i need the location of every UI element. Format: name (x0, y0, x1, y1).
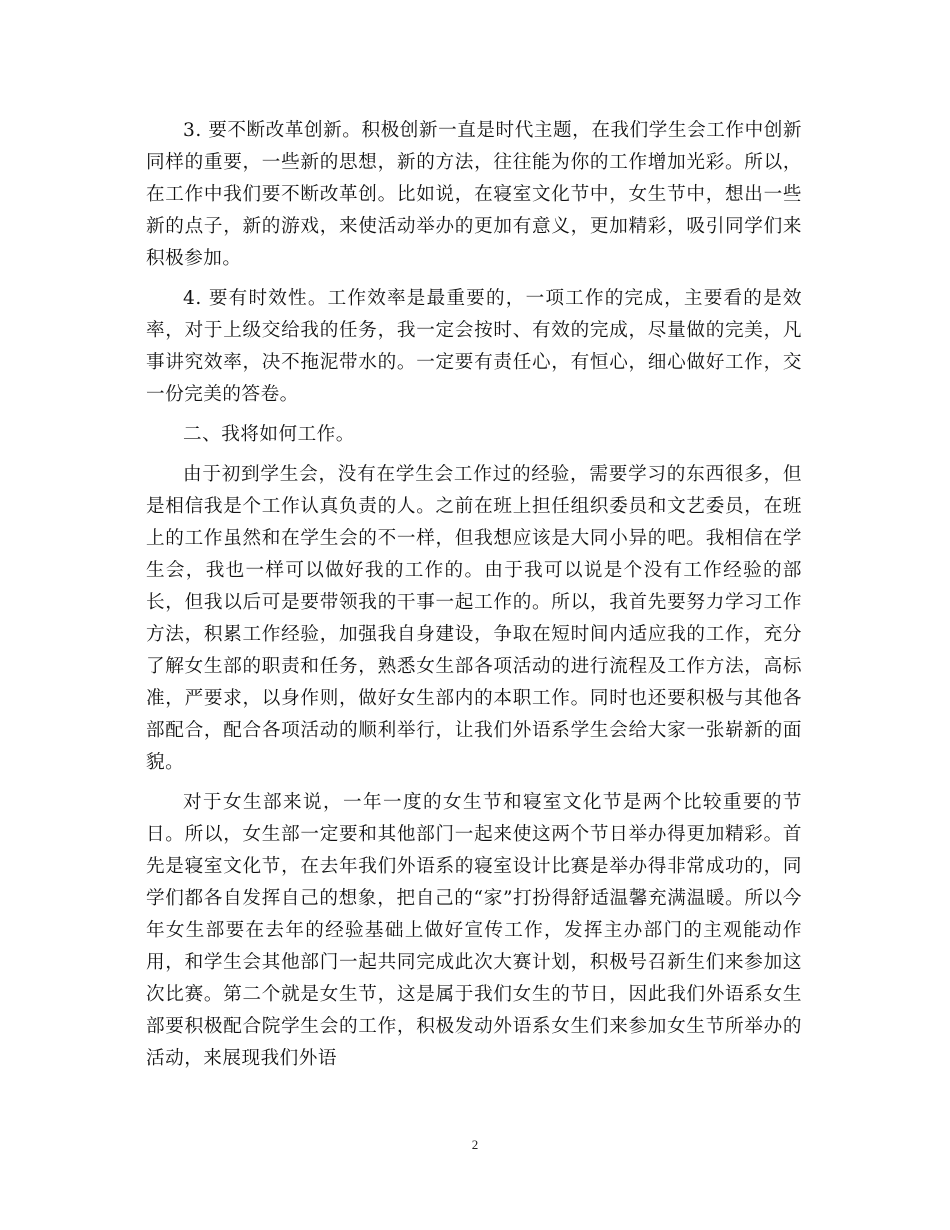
paragraph-girls-department: 对于女生部来说，一年一度的女生节和寝室文化节是两个比较重要的节日。所以，女生部一定要和其他部门一起来使这两个节日举办得更加精彩。首先是寝室文化节，在去年我们外语系的寝室设计比赛是举办得非常成功的，同学们都各自发挥自己的想象，把自己的“家”打扮得舒适温馨充满温暖。所以今年女生部要在去年的经验基础上做好宣传工作，发挥主办部门的主观能动作用，和学生会其他部门一起共同完成此次大赛计划，积极号召新生们来参加这次比赛。第二个就是女生节，这是属于我们女生的节日，因此我们外语系女生部要积极配合院学生会的工作，积极发动外语系女生们来参加女生节所举办的活动，来展现我们外语 (146, 792, 802, 1069)
paragraph-point-3: 3. 要不断改革创新。积极创新一直是时代主题，在我们学生会工作中创新同样的重要，一些新的思想，新的方法，往往能为你的工作增加光彩。所以，在工作中我们要不断改革创。比如说，在寝室文化节中，女生节中，想出一些新的点子，新的游戏，来使活动举办的更加有意义，更加精彩，吸引同学们来积极参加。 (146, 120, 802, 269)
section-heading-how-to-work: 二、我将如何工作。 (183, 424, 355, 445)
page-number: 2 (471, 1137, 479, 1152)
paragraph-work-plan: 由于初到学生会，没有在学生会工作过的经验，需要学习的东西很多，但是相信我是个工作认真负责的人。之前在班上担任组织委员和文艺委员，在班上的工作虽然和在学生会的不一样，但我想应该是大同小异的吧。我相信在学生会，我也一样可以做好我的工作的。由于我可以说是个没有工作经验的部长，但我以后可是要带领我的干事一起工作的。所以，我首先要努力学习工作方法，积累工作经验，加强我自身建设，争取在短时间内适应我的工作，充分了解女生部的职责和任务，熟悉女生部各项活动的进行流程及工作方法，高标准，严要求，以身作则，做好女生部内的本职工作。同时也还要积极与其他各部配合，配合各项活动的顺利举行，让我们外语系学生会给大家一张崭新的面貌。 (146, 464, 802, 773)
paragraph-point-4: 4. 要有时效性。工作效率是最重要的，一项工作的完成，主要看的是效率，对于上级交给我的任务，我一定会按时、有效的完成，尽量做的完美，凡事讲究效率，决不拖泥带水的。一定要有责任心，有恒心，细心做好工作，交一份完美的答卷。 (146, 288, 802, 405)
document-body (146, 115, 802, 1083)
